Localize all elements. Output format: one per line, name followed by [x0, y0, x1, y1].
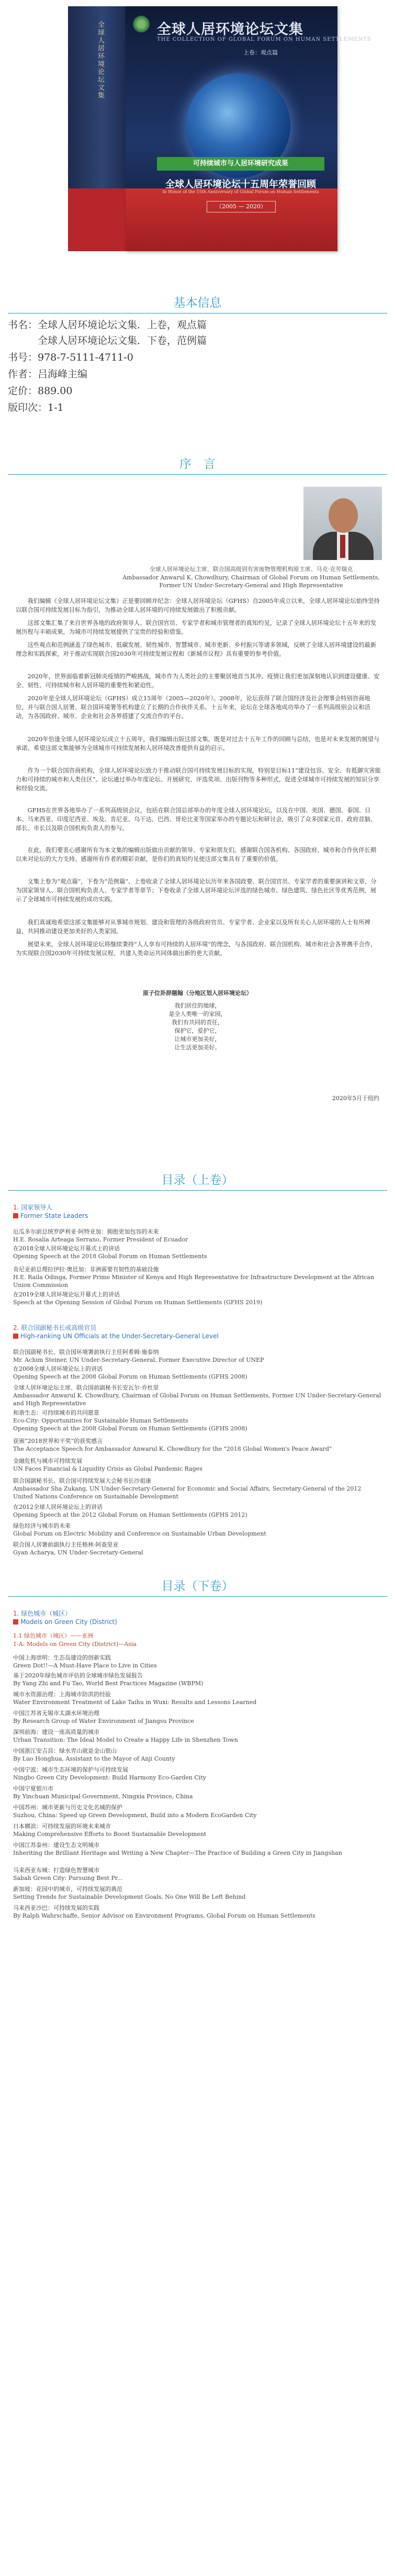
toc-entry-subtitle: Ningbo Green City Development: Build Harmony Eco-Garden City	[13, 1774, 206, 1781]
portrait-caption-en-2: Former UN Under-Secretary-General and High Representative	[159, 582, 343, 589]
toc-entry-title: 中国浙江安吉县：绿水青山就是金山银山	[13, 1748, 117, 1754]
toc-upper-heading: 目录（上卷）	[161, 1173, 234, 1187]
preface-paragraph: 我们真诚地希望这部文集能够对从事城市规划、建设和管理的各级政府官员、专家学者、企业家以及所有关心人居环境的人士有所裨益，共同推动建设更加美好的人类家园。	[16, 919, 370, 935]
toc-lower-heading: 目录（下卷）	[161, 1580, 234, 1593]
toc-entry-subtitle: Speech at the Opening Session of Global Forum on Human Settlements (GFHS 2019)	[13, 1299, 263, 1306]
price: 定价：889.00	[8, 385, 73, 397]
toc-entry-title: 城市水资源治理：上海城市防洪的经验	[13, 1691, 111, 1698]
preface-paragraph: 2020年是全球人居环境论坛（GFHS）成立15周年（2005—2020年）。2008年，论坛获得了联合国经济及社会理事会特别咨商地位，并与联合国人居署、联合国环境署等机构建立了长期的合作伙伴关系。十五年来，论坛在全球各地成功举办了一系列高级别会议和活动，为各国政府、城市、企业和社会各界搭建了交流合作的平台。	[16, 695, 370, 720]
toc-entry-title: 联合国副秘书长、联合国可持续发展大会秘书长沙祖康	[13, 1477, 151, 1484]
toc-entry[interactable]	[13, 1885, 382, 1901]
toc-sub-heading-en: 1-A: Models on Green City (District)—Asia	[13, 1641, 137, 1648]
toc-entry-subtitle: Making Comprehensive Efforts to Boost Sustainable Development	[13, 1831, 207, 1838]
toc-entry-subtitle: Suzhou, China: Speed up Green Development, Build into a Modern EcoGarden City	[13, 1812, 257, 1819]
toc-entry-title: 全球人居环境论坛主席、联合国前副秘书长安瓦尔·乔杜里	[13, 1384, 159, 1391]
cover-years: （2005 — 2020）	[207, 201, 276, 212]
toc-entry[interactable]	[13, 1904, 382, 1920]
category-cn: 联合国副秘书长或高级官员	[21, 1324, 97, 1331]
toc-entry-title: 中国宁夏银川市	[13, 1785, 53, 1792]
toc-entry-title: 肯尼亚前总理拉伊拉·奥廷加：非洲需要有韧性的基础设施	[13, 1266, 159, 1273]
toc-entry-subtitle: Global Forum on Electric Mobility and Conference on Sustainable Urban Development	[13, 1530, 266, 1537]
basic-info-heading: 基本信息	[173, 296, 222, 310]
poem-line: 保护它，爱护它，	[174, 1027, 221, 1034]
toc-entry-subtitle: Ambassador Sha Zukang, UN Under-Secretary-General for Economic and Social Affairs, Secretary-General of the 2012 United Nations Conference on Sustainable Development	[13, 1485, 362, 1500]
preface-paragraph: GFHS在世界各地举办了一系列高级别会议，包括在联合国总部举办的年度全球人居环境论坛，以及在中国、美国、德国、泰国、日本、马来西亚、印度尼西亚、埃及、肯尼亚、乌干达、巴西、哥伦比亚等国家举办的专题论坛和研讨会，吸引了众多国家元首、政府首脑、部长、市长以及联合国机构负责人的参与。	[16, 807, 377, 832]
toc-entry-title: 马来西亚沙巴：可持续发展的实践	[13, 1905, 99, 1911]
poem-line: 让生活更加美好。	[174, 1044, 221, 1051]
toc-entry-subtitle: H.E. Rosalía Arteaga Serrano, Former President of Ecuador	[13, 1236, 188, 1243]
toc-entry-title: 在2019全球人居环境论坛开幕式上的讲话	[13, 1291, 120, 1298]
book-name-1: 全球人居环境论坛文集．上卷，观点篇	[38, 319, 207, 331]
toc-sub-heading: 1.1 绿色城市（城区）——亚洲	[13, 1632, 93, 1639]
toc-entry-title: 金融危机与城市可持续发展	[13, 1458, 82, 1464]
cover-forum-english: In Honor of the 15th Anniversary of Global Forum on Human Settlements	[162, 189, 319, 194]
toc-entry-title: 新加坡：花园中的城市，可持续发展的典范	[13, 1886, 122, 1892]
toc-entry-subtitle: Ambassador Anwarul K. Chowdhury, Chairman of Global Forum on Human Settlements, Former UN Under-Secretary-General and High Representative	[13, 1392, 381, 1407]
category-number: 1.	[13, 1610, 19, 1617]
preface-paragraph: 2020年恰逢全球人居环境论坛成立十五周年，我们编辑出版这部文集，既是对过去十五年工作的回顾与总结，也是对未来发展的展望与承诺。希望这部文集能够为全球城市可持续发展和人居环境改善提供有益的启示。	[16, 736, 380, 752]
toc-entry-subtitle: By Yang Zhi and Fu Tao, World Best Practices Magazine (WBPM)	[13, 1680, 204, 1687]
toc-entry-title: 在2008全球人居环境论坛上的讲话	[13, 1365, 103, 1372]
toc-entry-title: 基于2020年绿色城市评估的全球城市绿色发展报告	[13, 1672, 143, 1679]
category-en: Models on Green City (District)	[20, 1618, 117, 1626]
category-cn: 国家领导人	[21, 1204, 53, 1211]
poem-line: 让城市更加美好，	[174, 1036, 221, 1043]
cover-forum-title: 全球人居环境论坛十五周年荣誉回顾	[165, 179, 316, 190]
isbn: 书号：978-7-5111-4711-0	[8, 352, 133, 363]
preface-paragraph: 这部文集汇集了来自世界各地的政府领导人、联合国官员、专家学者和城市管理者的真知灼见，记录了全球人居环境论坛十五年来的发展历程与丰硕成果，为城市可持续发展提供了宝贵的经验和借鉴。	[16, 620, 377, 635]
toc-entry-subtitle: Mr. Achim Steiner, UN Under-Secretary-General, Former Executive Director of UNEP	[13, 1357, 264, 1363]
cover-title: 全球人居环境论坛文集	[157, 21, 303, 38]
toc-entry-subtitle: Opening Speech at the 2008 Global Forum on Human Settlements (GFHS 2008)	[13, 1373, 247, 1380]
toc-entry-title: 在2018全球人居环境论坛开幕式上的讲话	[13, 1245, 120, 1252]
book-name-2: 全球人居环境论坛文集．下卷，范例篇	[38, 335, 207, 346]
category-number: 2.	[13, 1324, 19, 1331]
toc-entry-title: 和谐生态：可持续城市的共同愿景	[13, 1409, 99, 1416]
toc-entry-title: 深圳前海：建设一座高质量的城市	[13, 1729, 99, 1735]
preface-paragraph: 2020年，世界面临着新冠肺炎疫情的严峻挑战，城市作为人类社会的主要聚居地首当其冲。疫情让我们更加深刻地认识到建设健康、安全、韧性、可持续城市和人居环境的重要性和紧迫性。	[16, 673, 380, 689]
toc-entry-title: 联合国人居署前副执行主任格林·阿查里亚	[13, 1541, 119, 1548]
toc-entry-title: 马来西亚布城：打造绿色智慧城市	[13, 1867, 99, 1874]
toc-entry-subtitle: Setting Trends for Sustainable Development Goals, No One Will Be Left Behind	[13, 1894, 246, 1900]
toc-entry-subtitle: By Research Group of Water Environment of Jiangsu Province	[13, 1718, 194, 1724]
toc-entry-subtitle: Eco-City: Opportunities for Sustainable Human Settlements	[13, 1417, 188, 1424]
cover-green-band: 可持续城市与人居环境研究成果	[157, 157, 324, 171]
toc-entry-title: 在2012全球人居环境论坛上的讲话	[13, 1504, 103, 1510]
toc-entry-subtitle: Gyan Acharya, UN Under-Secretary-General	[13, 1549, 143, 1556]
toc-entry-subtitle: Inheriting the Brilliant Heritage and Writing a New Chapter—The Practice of Building a Green City in Jiangshan	[13, 1850, 342, 1856]
toc-entry-title: 日本横滨：可持续发展的环境未来城市	[13, 1823, 111, 1830]
preface-paragraph: 我们编辑《全球人居环境论坛文集》正是要回顾并纪念：全球人居环境论坛（GFHS）自2005年成立以来，全球人居环境论坛始终坚持以联合国可持续发展目标为指引，为推动全球人居环境的可持续发展做出了积极贡献。	[16, 598, 380, 613]
category-en: High-ranking UN Officials at the Under-Secretary-General Level	[20, 1332, 219, 1340]
toc-entry-subtitle: Sabah Green City: Pursuing Best Pr...	[13, 1875, 123, 1881]
poem-line: 是全人类唯一的家园，	[168, 1011, 227, 1017]
category-number: 1.	[13, 1204, 19, 1211]
toc-entry-subtitle: Urban Transition: The Ideal Model to Create a Happy Life in Shenzhen Town	[13, 1737, 238, 1743]
toc-entry-subtitle: Opening Speech at the 2018 Global Forum on Human Settlements	[13, 1253, 207, 1260]
toc-entry-subtitle-2: Opening Speech at the 2008 Global Forum on Human Settlements (GFHS 2008)	[13, 1425, 247, 1432]
preface-paragraph: 这些观点和范例涵盖了绿色城市、低碳发展、韧性城市、智慧城市、城市更新、乡村振兴等诸多领域，反映了全球人居环境建设的最新理念和实践探索，对于推动实现联合国2030年可持续发展议程和《新城市议程》具有重要的参考价值。	[16, 642, 377, 657]
toc-entry-title: 绿色经济与城市的未来	[13, 1522, 71, 1529]
toc-entry-title: 中国江苏省无锡市太湖水环境治理	[13, 1710, 99, 1717]
poem-line: 我们有共同的责任，	[172, 1019, 223, 1026]
toc-entry-subtitle: By Luo Honghua, Assistant to the Mayor of Anji County	[13, 1755, 175, 1762]
toc-entry-subtitle: Water Environment Treatment of Lake Taihu in Wuxi: Results and Lessons Learned	[13, 1699, 257, 1706]
preface-heading: 序 言	[179, 457, 216, 471]
toc-entry-title: 中国上海崇明：生态岛建设的创新实践	[13, 1654, 111, 1661]
toc-entry-subtitle: H.E. Raila Odinga, Former Prime Minister of Kenya and High Representative for Infrastructure Development at the African Union Commission	[13, 1274, 375, 1289]
preface-paragraph: 在此，我们要衷心感谢所有为本文集的编辑出版做出贡献的领导、专家和朋友们。感谢联合国各机构、各国政府、城市和合作伙伴长期以来对论坛的大力支持。感谢所有作者的精彩贡献，是你们的真知灼见使这部文集具有了重要的价值。	[16, 847, 377, 863]
edition: 版印次：1-1	[8, 402, 64, 413]
toc-entry-title: 中国宁波：城市生态环境的保护与可持续发展	[13, 1766, 128, 1773]
preface-paragraph: 展望未来，全球人居环境论坛将继续秉持“人人享有可持续的人居环境”的理念，与各国政府、联合国机构、城市和社会各界携手合作，为实现联合国2030年可持续发展议程、共建人类命运共同体做出新的更大贡献。	[16, 941, 377, 957]
category-cn: 绿色城市（城区）	[21, 1610, 72, 1617]
book-name-label: 书名：	[8, 319, 38, 331]
category-en: Former State Leaders	[20, 1212, 88, 1219]
toc-entry-subtitle: UN Faces Financial & Liquidity Crisis as Global Pandemic Rages	[13, 1465, 202, 1472]
toc-entry-title: 厄瓜多尔前总统罗萨利亚·阿特亚加：拥抱更加包容的未来	[13, 1228, 159, 1235]
toc-entry-title: 中国江苏泰州：建设生态文明城市	[13, 1842, 99, 1849]
portrait-caption-cn: 全球人居环境论坛主席、联合国高级别有害废物管理机构原主席、马克·克劳瑞克	[149, 566, 353, 573]
preface-paragraph: 作为一个联合国咨商机构，全球人居环境论坛致力于推动联合国可持续发展目标的实现，特别是目标11“建设包容、安全、有抵御灾害能力和可持续的城市和人类住区”。论坛通过举办年度论坛、开展研究、评选奖项、出版刊物等多种形式，促进全球城市可持续发展的知识分享和经验交流。	[16, 767, 381, 792]
portrait-caption-en-1: Ambassador Anwarul K. Chowdhury, Chairman of Global Forum on Human Settlements,	[122, 574, 380, 581]
toc-entry-subtitle: By Ralph Wahrschaffe, Senior Advisor on Environment Programs, Global Forum on Human Settlements	[13, 1912, 315, 1919]
toc-entry-title: 联合国副秘书长、联合国环境署前执行主任阿希姆·施泰纳	[13, 1349, 159, 1356]
author: 作者：吕海峰主编	[8, 368, 88, 380]
spine-title: 全球人居环境论坛文集	[96, 21, 104, 99]
preface-paragraph: 文集上卷为“观点篇”，下卷为“范例篇”。上卷收录了全球人居环境论坛历年来各国政要、联合国官员、专家学者的重要演讲和文章，分为国家领导人、联合国机构负责人、专家学者等章节；下卷收录了全球人居环境论坛评选的绿色城市、绿色建筑、绿色社区等优秀范例，展示了全球城市可持续发展的成功实践。	[16, 878, 377, 903]
toc-entry-title: 中国苏州：城市更新与历史文化名城的保护	[13, 1804, 122, 1811]
toc-entry-subtitle: Green Dot!!—A Must-Have Place to Live in Cities	[13, 1662, 157, 1669]
cover-subtitle: THE COLLECTION OF GLOBAL FORUM ON HUMAN SETTLEMENTS	[157, 37, 371, 42]
cover-volume: 上卷：观点篇	[243, 49, 278, 56]
poem-title: 原子位卦辞题翰（分地区划人居环境论坛）	[143, 990, 252, 996]
toc-entry-title: 获颁“2018世界和平奖”的获奖感言	[13, 1438, 103, 1444]
toc-entry-subtitle: The Acceptance Speech for Ambassador Anwarul K. Chowdhury for the "2018 Global Women's Peace Award"	[13, 1446, 332, 1452]
toc-entry-subtitle: By Yinchuan Municipal Government, Ningxia Province, China	[13, 1793, 193, 1800]
toc-entry-subtitle: Opening Speech at the 2012 Global Forum on Human Settlements (GFHS 2012)	[13, 1511, 247, 1518]
preface-signature: 2020年5月于纽约	[332, 1095, 379, 1102]
poem-line: 我们居住的地球，	[174, 1002, 221, 1009]
